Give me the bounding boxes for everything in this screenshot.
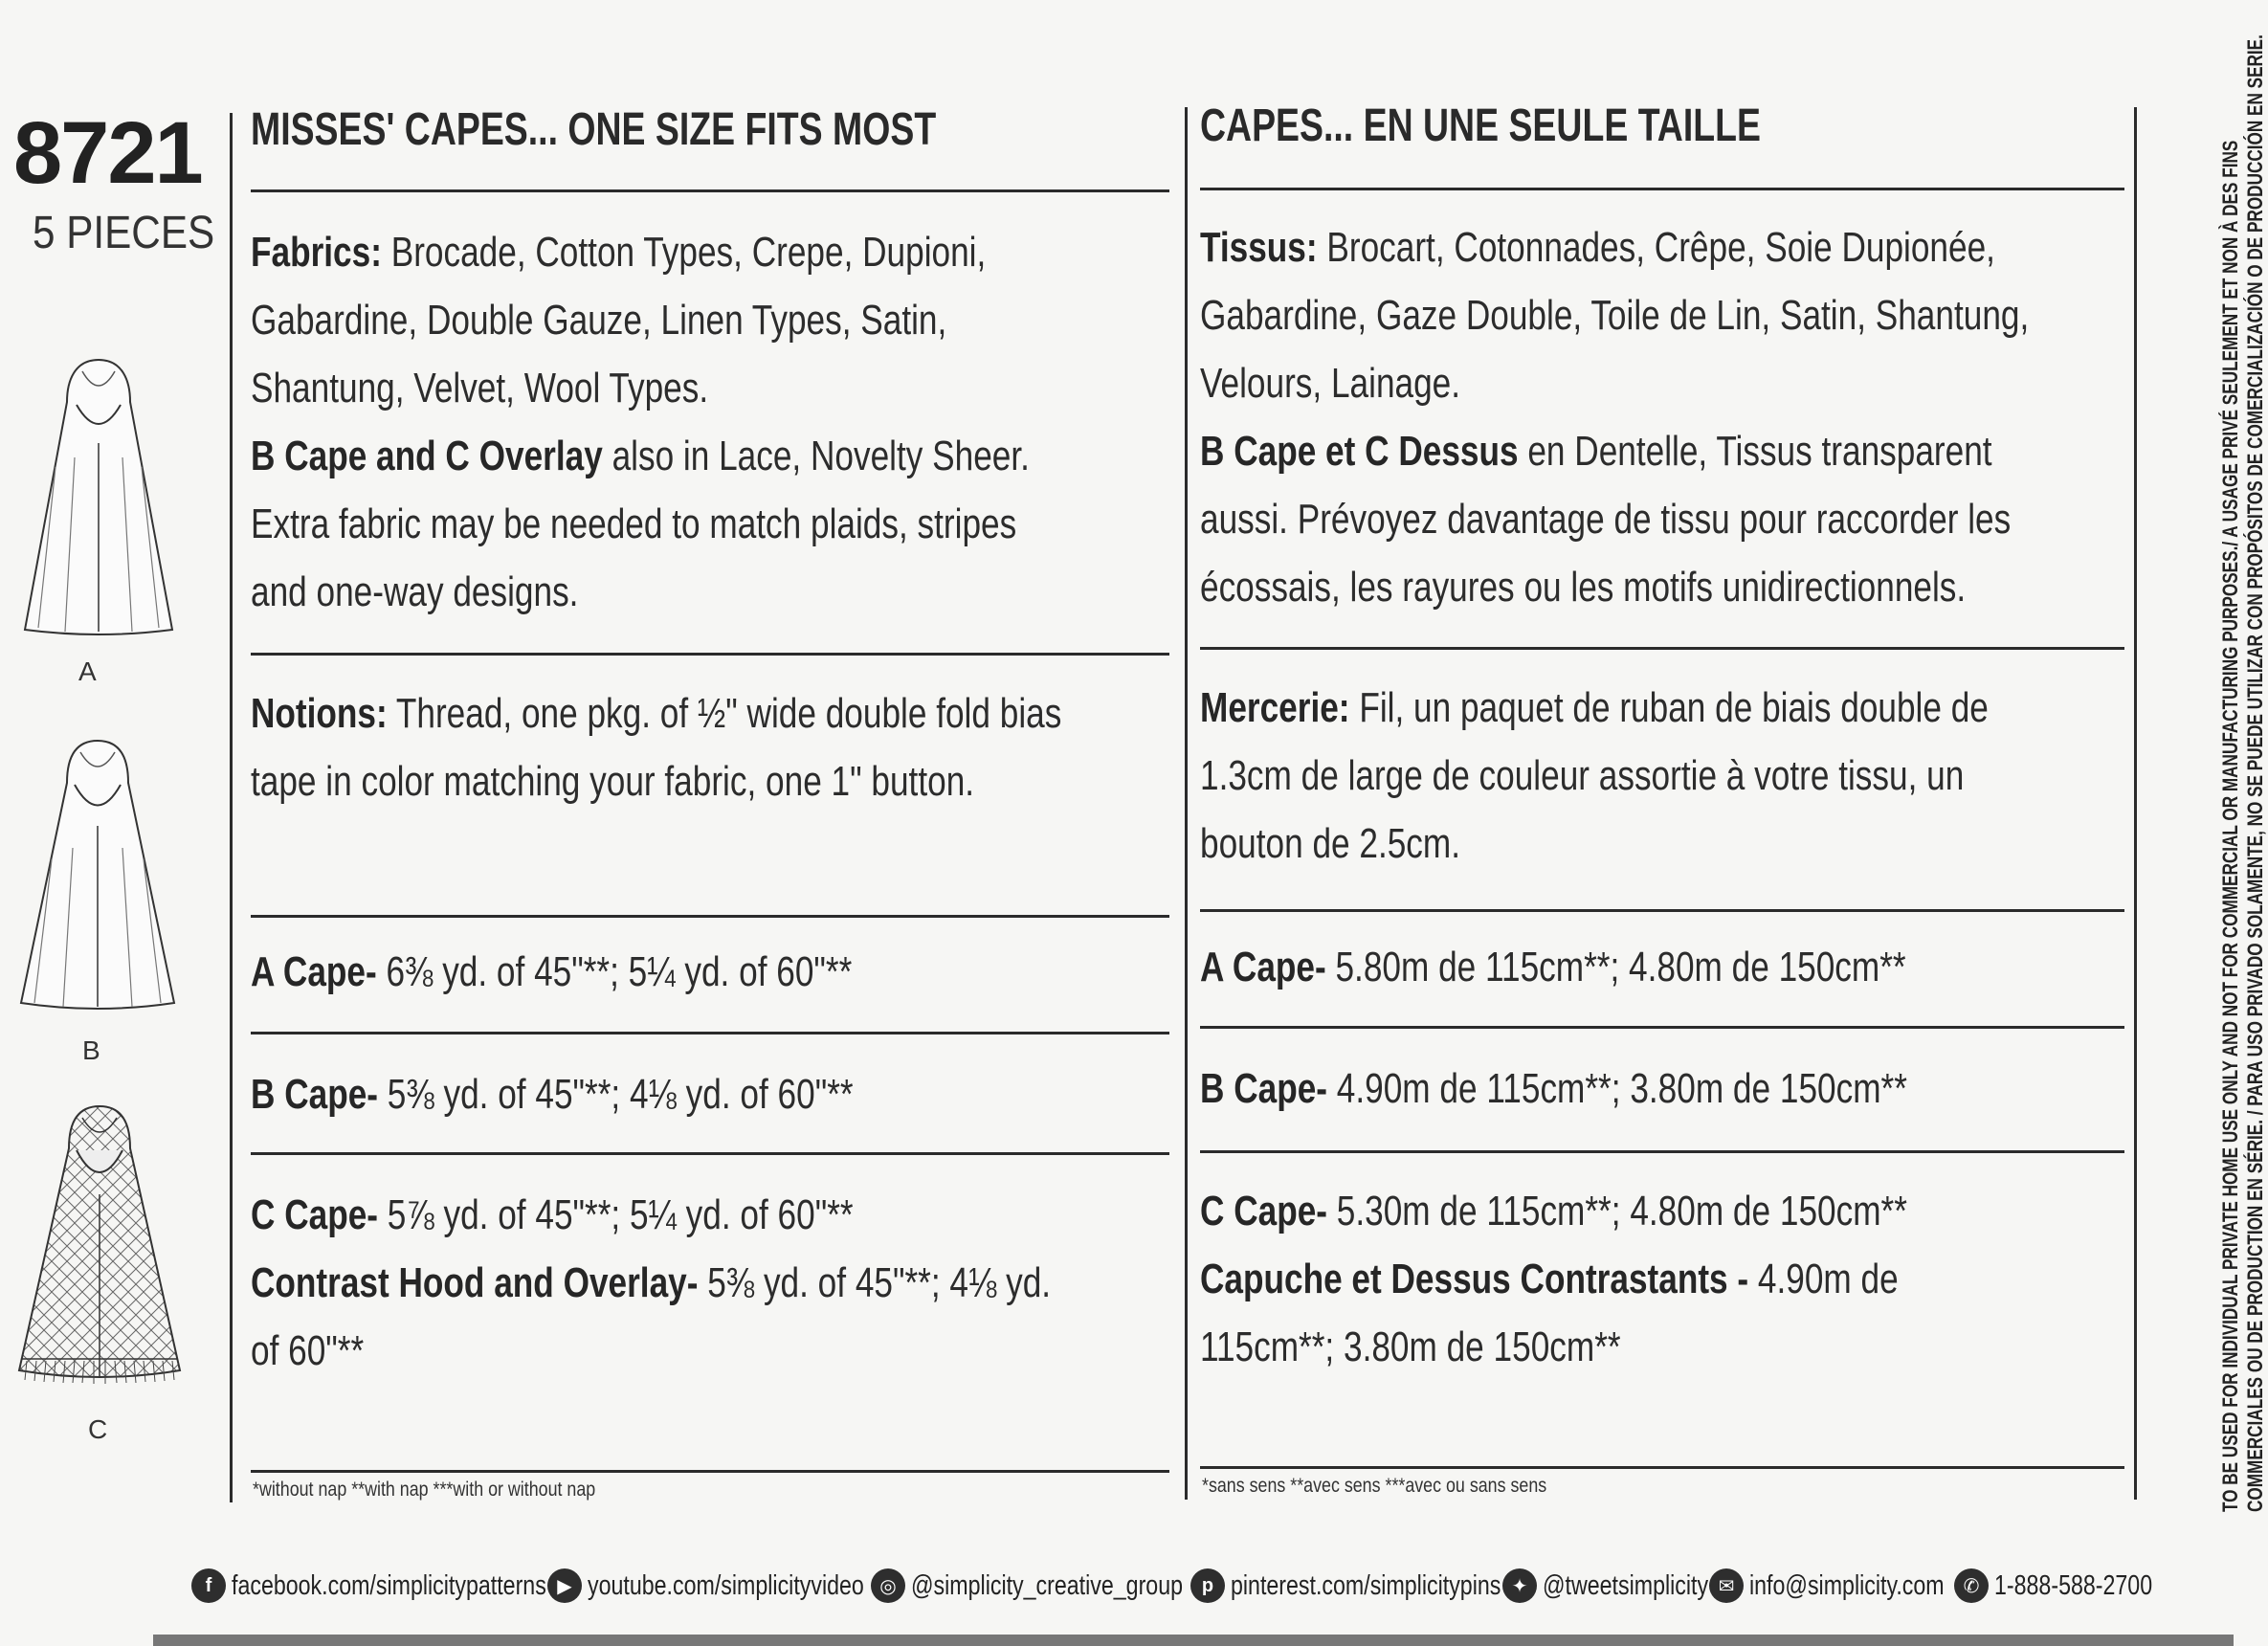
- rule-fr-5: [1200, 1150, 2124, 1153]
- twitter-link[interactable]: @tweetsimplicity: [1543, 1569, 1709, 1601]
- fabrics-line1-en: Brocade, Cotton Types, Crepe, Dupioni,: [381, 229, 987, 276]
- contrast-line1-fr: 4.90m de: [1748, 1256, 1899, 1302]
- rule-fr-6: [1200, 1466, 2124, 1469]
- notions-line2-en: tape in color matching your fabric, one 1" button.: [251, 758, 975, 805]
- contrast-line2-fr: 115cm**; 3.80m de 150cm**: [1200, 1323, 1621, 1370]
- notions-en: [251, 679, 1061, 815]
- youtube-link[interactable]: youtube.com/simplicityvideo: [588, 1569, 864, 1601]
- fabrics-line3-en: Shantung, Velvet, Wool Types.: [251, 365, 709, 412]
- rule-en-4: [251, 1032, 1169, 1034]
- yardage-b-fr: [1200, 1055, 1907, 1123]
- overlay-line3-fr: écossais, les rayures ou les motifs unidirectionnels.: [1200, 564, 1967, 611]
- twitter-icon: ✦: [1502, 1568, 1537, 1603]
- fabrics-label-en: Fabrics:: [251, 229, 382, 276]
- fabrics-label-fr: Tissus:: [1200, 224, 1318, 271]
- b-text-fr: 4.90m de 115cm**; 3.80m de 150cm**: [1327, 1065, 1907, 1112]
- a-label-fr: A Cape-: [1200, 944, 1326, 990]
- phone-icon: ✆: [1954, 1568, 1989, 1603]
- c-text-fr: 5.30m de 115cm**; 4.80m de 150cm**: [1327, 1188, 1907, 1234]
- title-fr: CAPES... EN UNE SEULE TAILLE: [1200, 100, 1761, 151]
- disclaimer-line1: TO BE USED FOR INDIVIDUAL PRIVATE HOME USE ONLY AND NOT FOR COMMERCIAL OR MANUFACTURING PURPOSES./ A USAGE PRIVÉ SEULEMENT ET NON À DES FINS: [2218, 140, 2242, 1512]
- phone-number[interactable]: 1-888-588-2700: [1994, 1569, 2153, 1601]
- email-icon: ✉: [1709, 1568, 1744, 1603]
- contrast-label-en: Contrast Hood and Overlay-: [251, 1259, 699, 1306]
- a-text-en: 6⅜ yd. of 45"**; 5¼ yd. of 60"**: [376, 948, 853, 995]
- title-en: MISSES' CAPES... ONE SIZE FITS MOST: [251, 104, 937, 155]
- rule-en-6: [251, 1470, 1169, 1473]
- rule-en-3: [251, 915, 1169, 918]
- social-phone[interactable]: [1954, 1567, 2191, 1605]
- usage-disclaimer: [2218, 34, 2268, 1512]
- bottom-edge-strip: [153, 1635, 2234, 1646]
- b-label-fr: B Cape-: [1200, 1065, 1327, 1112]
- overlay-line1-fr: en Dentelle, Tissus transparent: [1518, 428, 1992, 475]
- fabrics-line2-fr: Gabardine, Gaze Double, Toile de Lin, Satin, Shantung,: [1200, 292, 2030, 339]
- divider-left: [230, 113, 233, 1502]
- rule-fr-1: [1200, 188, 2124, 190]
- fabrics-fr: [1200, 213, 2029, 621]
- pinterest-icon: p: [1190, 1568, 1225, 1603]
- fabrics-en: [251, 218, 1030, 626]
- fabrics-line1-fr: Brocart, Cotonnades, Crêpe, Soie Dupionée,: [1317, 224, 1995, 271]
- overlay-label-fr: B Cape et C Dessus: [1200, 428, 1519, 475]
- yardage-a-fr: [1200, 933, 1906, 1001]
- notions-line1-fr: Fil, un paquet de ruban de biais double de: [1349, 684, 1989, 731]
- youtube-icon: ▶: [547, 1568, 582, 1603]
- b-text-en: 5⅜ yd. of 45"**; 4⅛ yd. of 60"**: [378, 1071, 854, 1118]
- rule-en-2: [251, 653, 1169, 656]
- pieces-count: 5 PIECES: [33, 208, 215, 258]
- footnote-en: *without nap **with nap ***with or without nap: [253, 1479, 596, 1501]
- view-a-illustration: [17, 352, 180, 639]
- b-label-en: B Cape-: [251, 1071, 378, 1118]
- facebook-link[interactable]: facebook.com/simplicitypatterns: [232, 1569, 546, 1601]
- c-label-en: C Cape-: [251, 1191, 378, 1238]
- social-email[interactable]: [1709, 1567, 1993, 1605]
- divider-middle: [1185, 107, 1188, 1500]
- fabrics-line3-fr: Velours, Lainage.: [1200, 360, 1461, 407]
- pattern-number: 8721: [13, 104, 202, 202]
- instagram-link[interactable]: @simplicity_creative_group: [911, 1569, 1184, 1601]
- yardage-c-fr: [1200, 1177, 1907, 1381]
- view-b-illustration: [13, 735, 182, 1012]
- overlay-line3-en: and one-way designs.: [251, 568, 579, 615]
- yardage-b-en: [251, 1060, 854, 1128]
- fabrics-line2-en: Gabardine, Double Gauze, Linen Types, Satin,: [251, 297, 947, 344]
- overlay-label-en: B Cape and C Overlay: [251, 433, 603, 479]
- view-b-letter: B: [82, 1035, 100, 1065]
- pinterest-link[interactable]: pinterest.com/simplicitypins: [1231, 1569, 1501, 1601]
- overlay-line2-fr: aussi. Prévoyez davantage de tissu pour raccorder les: [1200, 496, 2012, 543]
- a-label-en: A Cape-: [251, 948, 377, 995]
- notions-line2-fr: 1.3cm de large de couleur assortie à votre tissu, un: [1200, 752, 1965, 799]
- rule-fr-3: [1200, 909, 2124, 912]
- overlay-line2-en: Extra fabric may be needed to match plaids, stripes: [251, 500, 1017, 547]
- contrast-line2-en: of 60"**: [251, 1327, 365, 1374]
- notions-label-fr: Mercerie:: [1200, 684, 1350, 731]
- rule-en-5: [251, 1152, 1169, 1155]
- c-label-fr: C Cape-: [1200, 1188, 1327, 1234]
- instagram-icon: ◎: [871, 1568, 905, 1603]
- divider-right: [2134, 107, 2137, 1500]
- overlay-line1-en: also in Lace, Novelty Sheer.: [602, 433, 1030, 479]
- contrast-line1-en: 5⅜ yd. of 45"**; 4⅛ yd.: [698, 1259, 1052, 1306]
- footnote-fr: *sans sens **avec sens ***avec ou sans sens: [1202, 1475, 1547, 1497]
- email-link[interactable]: info@simplicity.com: [1749, 1569, 1945, 1601]
- yardage-a-en: [251, 938, 852, 1006]
- contrast-label-fr: Capuche et Dessus Contrastants -: [1200, 1256, 1749, 1302]
- rule-fr-2: [1200, 647, 2124, 650]
- yardage-c-en: [251, 1181, 1051, 1385]
- disclaimer-line2: COMMERCIALES OU DE PRODUCTION EN SÉRIE. / PARA USO PRIVADO SOLAMENTE, NO SE PUEDE UTILIZAR CON PROPÓSITOS DE COMERCIALIZACIÓN O DE PRODUCCIÓN EN SERIE.: [2243, 34, 2267, 1512]
- rule-fr-4: [1200, 1026, 2124, 1029]
- view-c-illustration: [13, 1101, 186, 1388]
- rule-en-1: [251, 189, 1169, 192]
- a-text-fr: 5.80m de 115cm**; 4.80m de 150cm**: [1325, 944, 1906, 990]
- notions-label-en: Notions:: [251, 690, 388, 737]
- notions-fr: [1200, 674, 1989, 878]
- c-text-en: 5⅞ yd. of 45"**; 5¼ yd. of 60"**: [378, 1191, 854, 1238]
- notions-line1-en: Thread, one pkg. of ½" wide double fold bias: [387, 690, 1062, 737]
- view-a-letter: A: [78, 656, 97, 686]
- view-c-letter: C: [88, 1414, 108, 1444]
- facebook-icon: f: [191, 1568, 226, 1603]
- notions-line3-fr: bouton de 2.5cm.: [1200, 820, 1461, 867]
